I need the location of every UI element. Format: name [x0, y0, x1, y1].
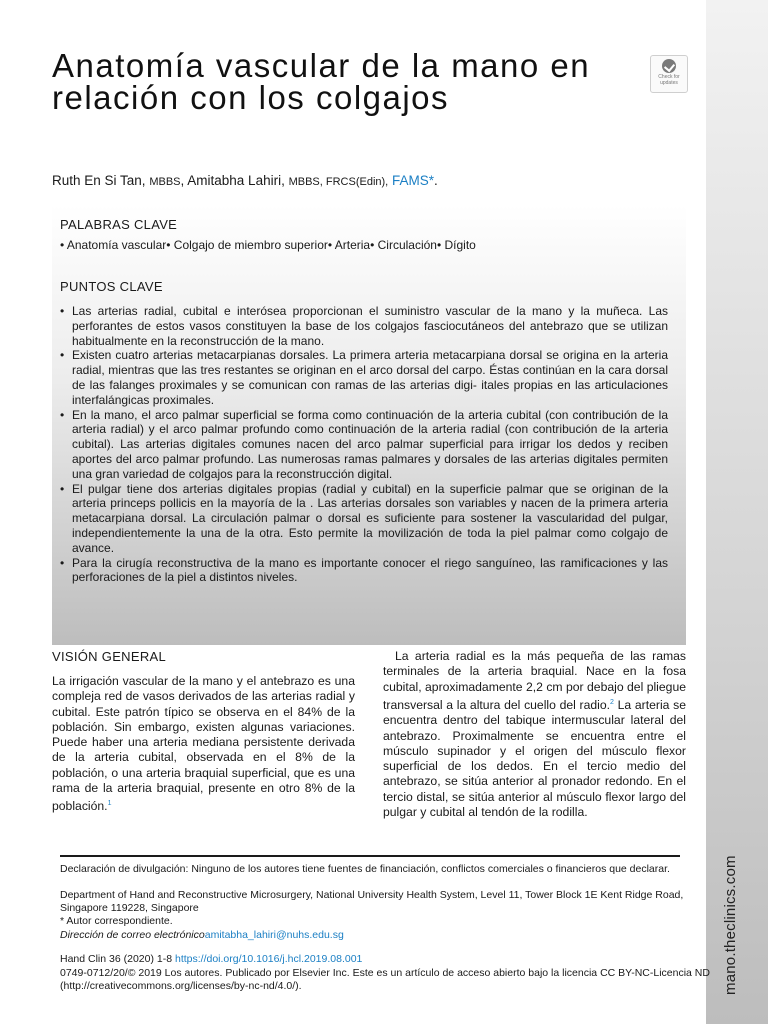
footer-email-link[interactable]: amitabha_lahiri@nuhs.edu.sg	[204, 929, 344, 941]
key-points-list	[60, 304, 668, 585]
author-2-name: , Amitabha Lahiri,	[180, 173, 285, 188]
badge-line-2: updates	[660, 80, 678, 86]
keywords-heading: PALABRAS CLAVE	[60, 217, 178, 232]
right-column	[383, 649, 686, 820]
key-point-item: • En la mano, el arco palmar superficial se forma como continuación de la arteria cubital (con contribución de la arteria radial) y el arco palmar profundo como continuación de la arteria radial (con contribución de la arteria cubital). Las arterias digitales comunes nacen del arco palmar superficial para irrigar los dedos y reciben aportes del arco palmar profundo. Las numerosas ramas palmares y dorsales de las arterias digitales permiten una gran variedad de colgajos para la reconstrucción digital.	[60, 408, 668, 482]
keywords-list: • Anatomía vascular• Colgajo de miembro superior• Arteria• Circulación• Dígito	[60, 238, 476, 252]
footer-email-line	[60, 929, 710, 942]
footer-corresponding: * Autor correspondiente.	[60, 915, 173, 927]
article-title: Anatomía vascular de la mano en relación con los colgajos	[52, 47, 591, 116]
author-line-end: .	[434, 173, 438, 188]
overview-heading: VISIÓN GENERAL	[52, 649, 167, 664]
reference-2-link[interactable]: 2	[610, 698, 614, 706]
overview-left-text: La irrigación vascular de la mano y el antebrazo es una compleja red de vasos derivados de las arterias radial y cubital. Este patrón típico se observa en el 84% de la población. Sin embargo, existen algunas variaciones. Puede haber una arteria mediana persistente derivada de la arteria cubital, observada en el 8% de la población, o una arteria braquial superficial, que es una rama de la arteria braquial, presente en otro 8% de la población.	[52, 674, 355, 814]
footer-license: 0749-0712/20/© 2019 Los autores. Publicado por Elsevier Inc. Este es un artículo de acceso abierto bajo la licencia CC BY-NC-Licencia ND (http://creativecommons.org/licenses/by-nc-nd/4.0/).	[60, 967, 710, 992]
key-points-heading: PUNTOS CLAVE	[60, 279, 163, 294]
check-icon	[662, 59, 676, 73]
footer-citation: Hand Clin 36 (2020) 1-8	[60, 953, 175, 965]
overview-right-text-a: La arteria radial es la más pequeña de las ramas terminales de la arteria braquial. Nace en la fosa cubital, aproximadamente 2,2 cm por debajo del pliegue transversal a la altura del cuello del radio.	[383, 649, 686, 712]
footer-email-label: Dirección de correo electrónico	[60, 929, 205, 941]
check-for-updates-badge[interactable]	[650, 55, 688, 93]
key-point-item: • Las arterias radial, cubital e interósea proporcionan el suministro vascular de la mano y la muñeca. Las perforantes de estos vasos constituyen la base de los colgajos fasciocutáneos del antebrazo que se utilizan habitualmente en la reconstrucción de la mano.	[60, 304, 668, 348]
author-1-name: Ruth En Si Tan,	[52, 173, 146, 188]
author-2-degree: MBBS, FRCS(Edin),	[288, 176, 389, 188]
author-line	[52, 173, 438, 188]
journal-url[interactable]: mano.theclinics.com	[722, 855, 739, 995]
key-point-item: • Existen cuatro arterias metacarpianas dorsales. La primera arteria metacarpiana dorsal se origina en la arteria radial, mientras que las tres restantes se originan en el arco dorsal del carpo. Éstas continúan en la cara dorsal de las falanges proximales y se comunican con ramas de las arterias digi- itales propias en las articulaciones interfalángicas proximales.	[60, 348, 668, 407]
author-1-degree: MBBS	[149, 176, 181, 188]
badge-line-1: Check for	[658, 74, 680, 80]
footer-divider	[60, 855, 680, 857]
footer-citation-line	[60, 953, 710, 966]
key-point-item: • El pulgar tiene dos arterias digitales propias (radial y cubital) en la superficie palmar que se originan de la arteria princeps pollicis en la mayoría de la . Las arterias dorsales son variables y nacen de la primera arteria metacarpiana dorsal. La circulación palmar o dorsal es suficiente para sostener la vascularidad del pulgar, independientemente la una de la otra. Esto permite la movilización de toda la piel palmar como colgajo de avance.	[60, 482, 668, 556]
footer-disclosure: Declaración de divulgación: Ninguno de los autores tiene fuentes de financiación, conflictos comerciales o financieros que declarar.	[60, 863, 670, 875]
overview-paragraph-left	[52, 674, 355, 815]
key-point-item: • Para la cirugía reconstructiva de la mano es importante conocer el riego sanguíneo, las ramificaciones y las perforaciones de la piel a distintos niveles.	[60, 556, 668, 586]
left-column	[52, 649, 355, 815]
footer-doi-link[interactable]: https://doi.org/10.1016/j.hcl.2019.08.001	[174, 953, 363, 965]
overview-right-text-b: La arteria se encuentra dentro del tabique intermuscular lateral del antebrazo. Proximalmente se encuentra entre el músculo supinador y el origen del músculo flexor superficial de los dedos. En el tercio medio del antebrazo, se sitúa anterior al pronador redondo. En el tercio distal, se sitúa anterior al músculo flexor largo del pulgar y cubital al tendón de la rodilla.	[383, 697, 686, 820]
overview-paragraph-right	[383, 649, 686, 820]
author-2-fams-link[interactable]: FAMS*	[392, 173, 435, 188]
reference-1-link[interactable]: 1	[107, 800, 112, 808]
footer-affiliation: Department of Hand and Reconstructive Microsurgery, National University Health System, Level 11, Tower Block 1E Kent Ridge Road, Singapore 119228, Singapore	[60, 889, 684, 914]
